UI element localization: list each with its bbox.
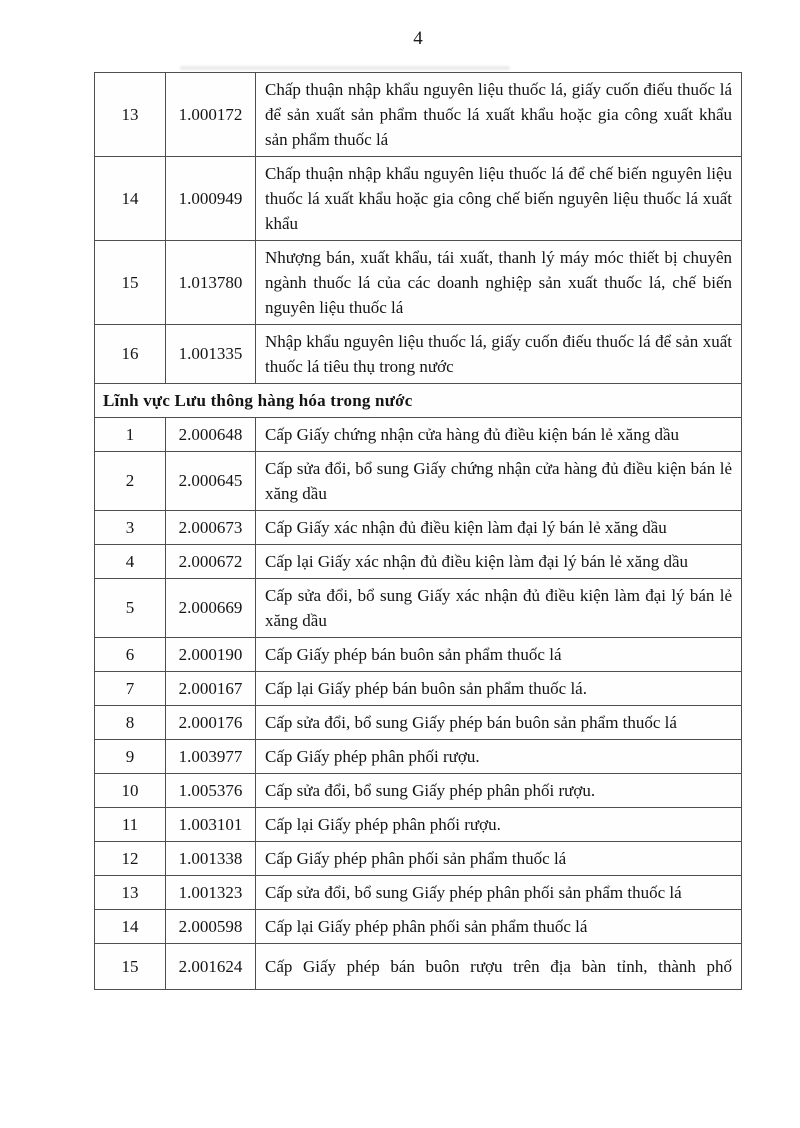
- table-row: [95, 418, 742, 452]
- procedure-name-cell: Cấp Giấy phép bán buôn sản phẩm thuốc lá: [256, 638, 742, 672]
- table-row: [95, 944, 742, 990]
- procedure-code-cell: 1.001335: [166, 325, 256, 384]
- row-number-cell: 14: [95, 910, 166, 944]
- procedure-code-cell: 1.013780: [166, 241, 256, 325]
- procedure-code-cell: 1.001338: [166, 842, 256, 876]
- procedure-name-cell: Cấp lại Giấy phép phân phối sản phẩm thuốc lá: [256, 910, 742, 944]
- row-number-cell: 9: [95, 740, 166, 774]
- procedure-name-cell: Cấp Giấy chứng nhận cửa hàng đủ điều kiện bán lẻ xăng dầu: [256, 418, 742, 452]
- table-row: [95, 740, 742, 774]
- procedure-code-cell: 2.000669: [166, 579, 256, 638]
- procedure-code-cell: 1.000172: [166, 73, 256, 157]
- procedure-name-cell: Cấp Giấy phép bán buôn rượu trên địa bàn tỉnh, thành phố: [256, 944, 742, 990]
- row-number-cell: 13: [95, 73, 166, 157]
- procedure-name-cell: Cấp lại Giấy phép phân phối rượu.: [256, 808, 742, 842]
- table-row: [95, 73, 742, 157]
- procedure-name-cell: Cấp sửa đổi, bổ sung Giấy phép phân phối sản phẩm thuốc lá: [256, 876, 742, 910]
- table-row: [95, 910, 742, 944]
- table-row: [95, 672, 742, 706]
- procedure-code-cell: 2.000672: [166, 545, 256, 579]
- procedure-code-cell: 2.000645: [166, 452, 256, 511]
- row-number-cell: 8: [95, 706, 166, 740]
- row-number-cell: 15: [95, 241, 166, 325]
- procedure-name-cell: Cấp Giấy xác nhận đủ điều kiện làm đại lý bán lẻ xăng dầu: [256, 511, 742, 545]
- procedure-name-cell: Cấp sửa đổi, bổ sung Giấy phép phân phối rượu.: [256, 774, 742, 808]
- procedure-code-cell: 2.000673: [166, 511, 256, 545]
- procedure-code-cell: 2.000167: [166, 672, 256, 706]
- procedure-code-cell: 1.000949: [166, 157, 256, 241]
- table-row: [95, 452, 742, 511]
- procedure-code-cell: 2.001624: [166, 944, 256, 990]
- table-row: [95, 579, 742, 638]
- procedures-table: [94, 72, 742, 990]
- table-row: [95, 511, 742, 545]
- procedure-code-cell: 1.003977: [166, 740, 256, 774]
- page-content: [94, 28, 742, 990]
- procedure-code-cell: 1.005376: [166, 774, 256, 808]
- procedure-name-cell: Cấp sửa đổi, bổ sung Giấy phép bán buôn sản phẩm thuốc lá: [256, 706, 742, 740]
- page-number: 4: [413, 28, 423, 49]
- procedure-name-cell: Cấp Giấy phép phân phối sản phẩm thuốc lá: [256, 842, 742, 876]
- row-number-cell: 7: [95, 672, 166, 706]
- row-number-cell: 15: [95, 944, 166, 990]
- procedure-name-cell: Nhập khẩu nguyên liệu thuốc lá, giấy cuốn điếu thuốc lá để sản xuất thuốc lá tiêu thụ trong nước: [256, 325, 742, 384]
- row-number-cell: 4: [95, 545, 166, 579]
- section-header-row: [95, 384, 742, 418]
- row-number-cell: 6: [95, 638, 166, 672]
- section-header-cell: Lĩnh vực Lưu thông hàng hóa trong nước: [95, 384, 742, 418]
- procedure-name-cell: Chấp thuận nhập khẩu nguyên liệu thuốc lá để chế biến nguyên liệu thuốc lá xuất khẩu hoặc gia công chế biến nguyên liệu thuốc lá xuất khẩu: [256, 157, 742, 241]
- row-number-cell: 1: [95, 418, 166, 452]
- procedure-code-cell: 1.001323: [166, 876, 256, 910]
- row-number-cell: 10: [95, 774, 166, 808]
- procedure-name-cell: Cấp sửa đổi, bổ sung Giấy xác nhận đủ điều kiện làm đại lý bán lẻ xăng dầu: [256, 579, 742, 638]
- procedure-name-cell: Nhượng bán, xuất khẩu, tái xuất, thanh lý máy móc thiết bị chuyên ngành thuốc lá của các doanh nghiệp sản xuất thuốc lá, chế biến nguyên liệu thuốc lá: [256, 241, 742, 325]
- table-row: [95, 842, 742, 876]
- procedure-code-cell: 2.000648: [166, 418, 256, 452]
- procedures-table-body: [95, 73, 742, 990]
- procedure-code-cell: 2.000190: [166, 638, 256, 672]
- procedure-code-cell: 2.000176: [166, 706, 256, 740]
- procedure-name-cell: Cấp Giấy phép phân phối rượu.: [256, 740, 742, 774]
- procedure-name-cell: Cấp lại Giấy xác nhận đủ điều kiện làm đại lý bán lẻ xăng dầu: [256, 545, 742, 579]
- table-row: [95, 325, 742, 384]
- table-row: [95, 241, 742, 325]
- table-row: [95, 157, 742, 241]
- row-number-cell: 12: [95, 842, 166, 876]
- table-row: [95, 774, 742, 808]
- row-number-cell: 2: [95, 452, 166, 511]
- table-row: [95, 545, 742, 579]
- row-number-cell: 3: [95, 511, 166, 545]
- table-row: [95, 876, 742, 910]
- procedure-code-cell: 1.003101: [166, 808, 256, 842]
- procedure-code-cell: 2.000598: [166, 910, 256, 944]
- row-number-cell: 5: [95, 579, 166, 638]
- row-number-cell: 13: [95, 876, 166, 910]
- table-row: [95, 808, 742, 842]
- procedure-name-cell: Cấp lại Giấy phép bán buôn sản phẩm thuốc lá.: [256, 672, 742, 706]
- procedure-name-cell: Chấp thuận nhập khẩu nguyên liệu thuốc lá, giấy cuốn điếu thuốc lá để sản xuất sản phẩm thuốc lá xuất khẩu hoặc gia công xuất khẩu sản phẩm thuốc lá: [256, 73, 742, 157]
- row-number-cell: 11: [95, 808, 166, 842]
- table-row: [95, 706, 742, 740]
- table-row: [95, 638, 742, 672]
- row-number-cell: 14: [95, 157, 166, 241]
- procedure-name-cell: Cấp sửa đổi, bổ sung Giấy chứng nhận cửa hàng đủ điều kiện bán lẻ xăng dầu: [256, 452, 742, 511]
- row-number-cell: 16: [95, 325, 166, 384]
